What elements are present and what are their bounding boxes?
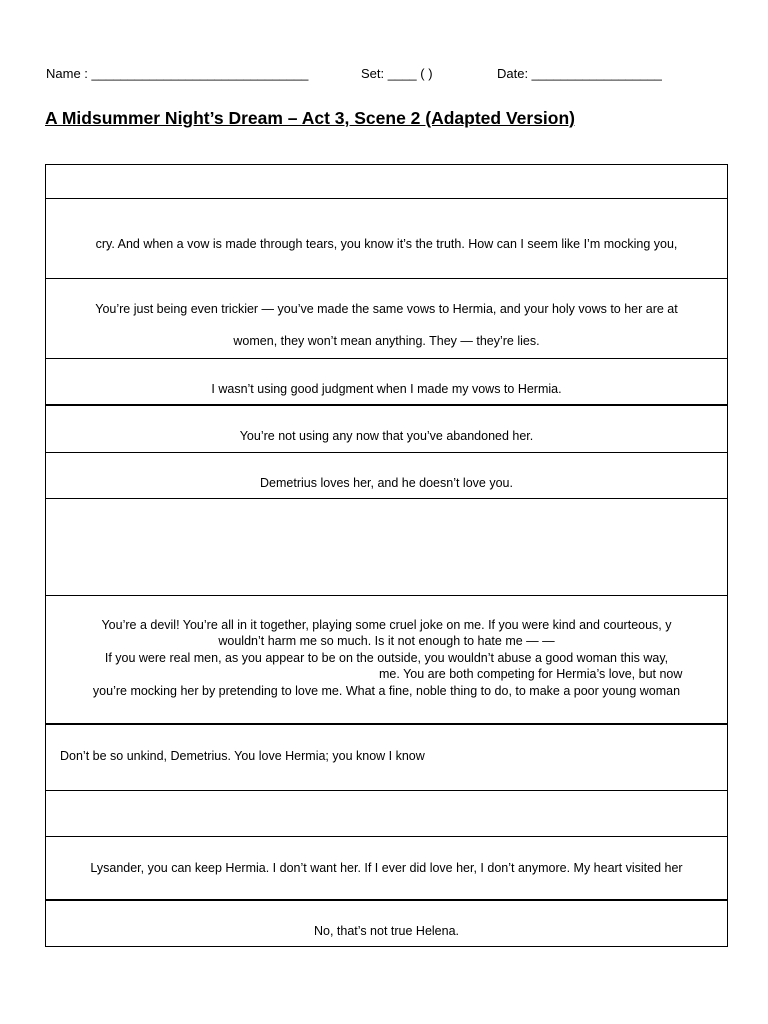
table-row <box>46 406 727 453</box>
worksheet-header <box>46 66 726 84</box>
row-text: If you were real men, as you appear to be on the outside, you wouldn’t abuse a good woman this way, <box>104 651 669 665</box>
page-title: A Midsummer Night’s Dream – Act 3, Scene 2 (Adapted Version) <box>45 108 575 128</box>
table-row <box>46 279 727 359</box>
table-row <box>46 837 727 901</box>
row-text: You’re a devil! You’re all in it together, playing some cruel joke on me. If you were kind and courteous, y <box>101 618 672 632</box>
table-row <box>46 596 727 725</box>
row-text: Don’t be so unkind, Demetrius. You love Hermia; you know I know <box>60 749 425 763</box>
date-field: Date: __________________ <box>497 66 662 81</box>
table-row <box>46 725 727 791</box>
table-row <box>46 901 727 946</box>
dialogue-table <box>45 164 728 947</box>
row-text: you’re mocking her by pretending to love me. What a fine, noble thing to do, to make a poor young woman <box>92 684 681 698</box>
table-row <box>46 199 727 279</box>
name-field: Name : ______________________________ <box>46 66 309 81</box>
row-text: No, that’s not true Helena. <box>314 924 459 938</box>
row-text: me. You are both competing for Hermia’s love, but now <box>379 667 683 681</box>
row-text: You’re just being even trickier — you’ve made the same vows to Hermia, and your holy vows to her are at <box>95 302 678 316</box>
row-text: I wasn’t using good judgment when I made my vows to Hermia. <box>211 382 562 396</box>
table-row <box>46 791 727 837</box>
table-row <box>46 359 727 406</box>
table-row <box>46 165 727 199</box>
row-text: wouldn’t harm me so much. Is it not enough to hate me — — <box>218 634 555 648</box>
set-field: Set: ____ ( ) <box>361 66 433 81</box>
row-text: You’re not using any now that you’ve abandoned her. <box>239 429 534 443</box>
row-text: Demetrius loves her, and he doesn’t love you. <box>260 476 513 490</box>
table-row <box>46 499 727 596</box>
table-row <box>46 453 727 499</box>
row-text: women, they won’t mean anything. They — they’re lies. <box>233 334 540 348</box>
row-text: cry. And when a vow is made through tears, you know it’s the truth. How can I seem like I’m mocking you, <box>95 237 678 251</box>
row-text: Lysander, you can keep Hermia. I don’t want her. If I ever did love her, I don’t anymore. My heart visited her <box>90 861 683 875</box>
